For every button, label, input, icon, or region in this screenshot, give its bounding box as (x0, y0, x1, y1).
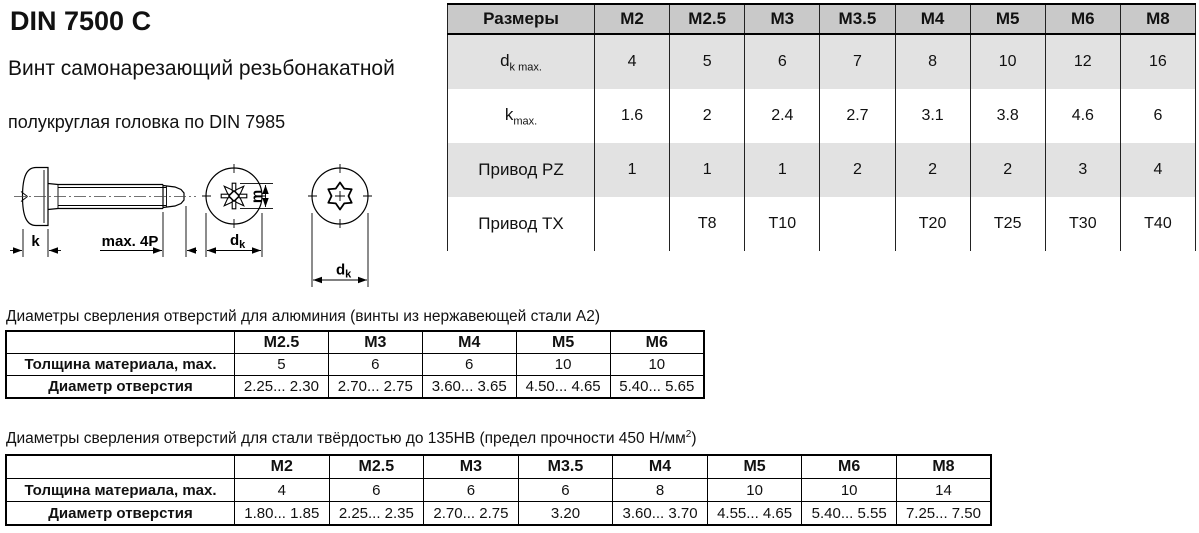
size-col-header: M8 (1120, 4, 1195, 34)
aluminum-col-header: M3 (328, 331, 422, 354)
size-cell: 2 (970, 143, 1045, 197)
aluminum-header-row (6, 331, 704, 354)
aluminum-col-header: M6 (610, 331, 704, 354)
size-cell: 10 (970, 34, 1045, 89)
size-cell: 6 (745, 34, 820, 89)
steel-col-header: M2 (235, 455, 330, 479)
size-cell: 4 (595, 34, 670, 89)
steel-cell: 3.20 (518, 502, 613, 526)
steel-cell: 2.70... 2.75 (424, 502, 519, 526)
pz-head-view (202, 164, 273, 257)
size-cell: 1 (595, 143, 670, 197)
size-cell: T8 (670, 197, 745, 251)
size-cell: 2 (670, 89, 745, 143)
size-table-row (448, 143, 1196, 197)
aluminum-row (6, 376, 704, 399)
aluminum-cell: 10 (516, 354, 610, 376)
size-cell: 16 (1120, 34, 1195, 89)
aluminum-cell: 10 (610, 354, 704, 376)
size-col-header: M5 (970, 4, 1045, 34)
svg-text:dk: $d_k$ (230, 232, 246, 251)
subtitle: Винт самонарезающий резьбонакатной (8, 57, 395, 80)
steel-cell: 1.80... 1.85 (235, 502, 330, 526)
size-cell: T10 (745, 197, 820, 251)
size-cell: 2 (895, 143, 970, 197)
size-table (447, 3, 1196, 251)
svg-text:dk: $d_k$ (336, 261, 352, 281)
aluminum-cell: 5.40... 5.65 (610, 376, 704, 399)
size-cell: 1 (670, 143, 745, 197)
steel-cell: 6 (518, 479, 613, 502)
aluminum-cell: 6 (422, 354, 516, 376)
steel-cell: 6 (424, 479, 519, 502)
size-cell: 1.6 (595, 89, 670, 143)
size-cell: T30 (1045, 197, 1120, 251)
aluminum-cell: 4.50... 4.65 (516, 376, 610, 399)
steel-col-header: M2.5 (329, 455, 424, 479)
steel-table (5, 454, 992, 526)
aluminum-col-header: M2.5 (235, 331, 329, 354)
steel-corner (6, 455, 235, 479)
steel-cell: 14 (896, 479, 991, 502)
size-row-label-main: k (504, 104, 514, 124)
size-table-body (448, 34, 1196, 251)
steel-row (6, 502, 991, 526)
size-cell: 8 (895, 34, 970, 89)
size-row-label-main: Привод TX (478, 214, 564, 233)
steel-table-caption (6, 429, 697, 448)
steel-col-header: M6 (802, 455, 897, 479)
size-cell: 4 (1120, 143, 1195, 197)
size-row-label (448, 197, 595, 251)
steel-row-label: Толщина материала, max. (6, 479, 235, 502)
size-table-row (448, 34, 1196, 89)
steel-col-header: M8 (896, 455, 991, 479)
size-row-label-main: d (500, 50, 510, 70)
steel-cell: 10 (802, 479, 897, 502)
steel-caption-close: ) (691, 430, 697, 448)
steel-cell: 4 (235, 479, 330, 502)
dimension-k (10, 229, 61, 257)
size-row-label-sub: k max. (509, 61, 542, 74)
size-cell: 7 (820, 34, 895, 89)
size-table-head (448, 4, 1196, 34)
torx-head-view (308, 164, 372, 287)
size-row-label (448, 34, 595, 89)
dimension-max-4p (100, 206, 197, 257)
size-table-corner: Размеры (448, 4, 595, 34)
steel-cell: 8 (613, 479, 708, 502)
svg-text:max. 4P: max. 4P (101, 233, 159, 250)
aluminum-cell: 5 (235, 354, 329, 376)
steel-col-header: M4 (613, 455, 708, 479)
aluminum-row (6, 354, 704, 376)
size-row-label (448, 143, 595, 197)
size-row-label-main: Привод PZ (478, 160, 564, 179)
size-cell: 5 (670, 34, 745, 89)
size-cell: 6 (1120, 89, 1195, 143)
size-cell: T25 (970, 197, 1045, 251)
size-cell: 3.8 (970, 89, 1045, 143)
aluminum-table-caption: Диаметры сверления отверстий для алюминия (винты из нержавеющей стали А2) (6, 308, 601, 325)
aluminum-cell: 2.25... 2.30 (235, 376, 329, 399)
size-col-header: M3.5 (820, 4, 895, 34)
steel-cell: 2.25... 2.35 (329, 502, 424, 526)
size-cell (595, 197, 670, 251)
steel-col-header: M5 (707, 455, 802, 479)
size-row-label (448, 89, 595, 143)
screw-side-view (10, 168, 197, 258)
size-table-row (448, 89, 1196, 143)
technical-drawing (0, 150, 400, 300)
aluminum-col-header: M4 (422, 331, 516, 354)
size-cell: 3.1 (895, 89, 970, 143)
steel-caption-text: Диаметры сверления отверстий для стали твёрдостью до 135HB (предел прочности 450 Н/мм (6, 430, 686, 448)
size-cell (820, 197, 895, 251)
size-col-header: M2 (595, 4, 670, 34)
steel-caption-sup: 2 (685, 429, 692, 440)
size-cell: 4.6 (1045, 89, 1120, 143)
svg-text:k: k (31, 233, 40, 250)
size-row-label-sub: max. (513, 115, 538, 128)
steel-row (6, 479, 991, 502)
aluminum-table (5, 330, 705, 399)
aluminum-cell: 3.60... 3.65 (422, 376, 516, 399)
size-col-header: M4 (895, 4, 970, 34)
steel-cell: 10 (707, 479, 802, 502)
steel-cell: 3.60... 3.70 (613, 502, 708, 526)
size-col-header: M6 (1045, 4, 1120, 34)
steel-col-header: M3 (424, 455, 519, 479)
aluminum-corner (6, 331, 235, 354)
size-cell: T40 (1120, 197, 1195, 251)
size-col-header: M2.5 (670, 4, 745, 34)
size-cell: 2 (820, 143, 895, 197)
size-cell: 2.7 (820, 89, 895, 143)
head-type-note: полукруглая головка по DIN 7985 (8, 112, 286, 132)
size-cell: 2.4 (745, 89, 820, 143)
size-table-row (448, 197, 1196, 251)
steel-cell: 7.25... 7.50 (896, 502, 991, 526)
aluminum-row-label: Толщина материала, max. (6, 354, 235, 376)
svg-text:m: m (248, 189, 266, 204)
steel-cell: 4.55... 4.65 (707, 502, 802, 526)
size-table-header-row (448, 4, 1196, 34)
size-col-header: M3 (745, 4, 820, 34)
steel-row-label: Диаметр отверстия (6, 502, 235, 526)
aluminum-cell: 6 (328, 354, 422, 376)
pozidriv-recess-icon (221, 183, 247, 209)
aluminum-cell: 2.70... 2.75 (328, 376, 422, 399)
aluminum-col-header: M5 (516, 331, 610, 354)
steel-header-row (6, 455, 991, 479)
page-title: DIN 7500 C (10, 6, 152, 36)
size-cell: 3 (1045, 143, 1120, 197)
aluminum-row-label: Диаметр отверстия (6, 376, 235, 399)
steel-cell: 5.40... 5.55 (802, 502, 897, 526)
size-cell: 1 (745, 143, 820, 197)
size-cell: T20 (895, 197, 970, 251)
steel-col-header: M3.5 (518, 455, 613, 479)
size-cell: 12 (1045, 34, 1120, 89)
steel-cell: 6 (329, 479, 424, 502)
